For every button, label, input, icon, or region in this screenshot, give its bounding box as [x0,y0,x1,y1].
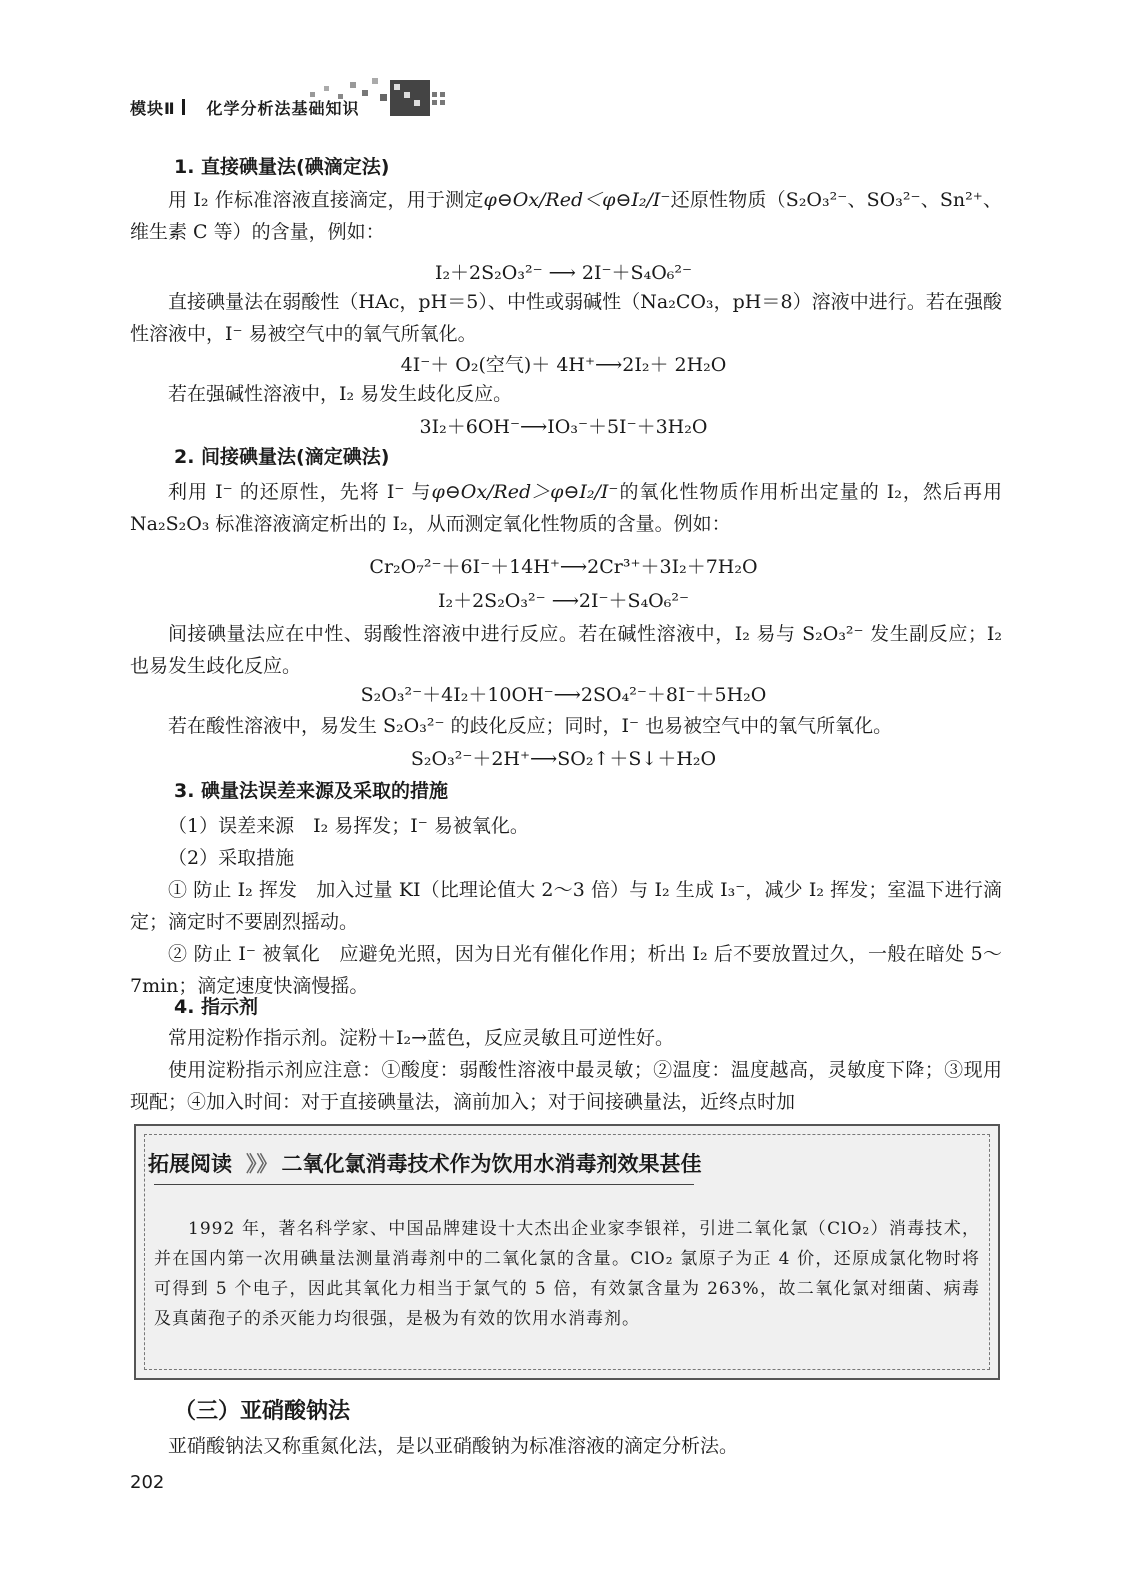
text-measures: （2）采取措施 [168,847,295,869]
heading-indicator: 4. 指示剂 [174,996,259,1018]
box-body [154,1214,980,1334]
paragraph-direct-intro [130,184,1002,248]
text-indirect-conditions: 间接碘量法应在中性、弱酸性溶液中进行反应。若在碱性溶液中，I₂ 易与 S₂O₃²⁻ 发生副反应；I₂ 也易发生歧化反应。 [130,623,1002,677]
header-divider [182,99,185,115]
equation-1: I₂＋2S₂O₃²⁻ ⟶ 2I⁻＋S₄O₆²⁻ [434,262,693,284]
heading-error-sources: 3. 碘量法误差来源及采取的措施 [174,780,449,802]
phi-condition-1: φ⊖Ox/Red＜φ⊖I₂/I⁻ [483,189,671,211]
text-direct-conditions: 直接碘量法在弱酸性（HAc，pH＝5）、中性或弱碱性（Na₂CO₃，pH＝8）溶液中进行。若在强酸性溶液中，I⁻ 易被空气中的氧气所氧化。 [130,291,1002,345]
double-chevron-icon: 》》 [246,1152,278,1176]
page-number: 202 [130,1472,165,1493]
header-pixel-decoration-icon [300,72,450,122]
paragraph-indicator [130,1022,1002,1118]
box-paragraph: 1992 年，著名科学家、中国品牌建设十大杰出企业家李银祥，引进二氧化氯（ClO₂）消毒技术，并在国内第一次用碘量法测量消毒剂中的二氧化氯的含量。ClO₂ 氯原子为正 4 价，还原成氯化物时将可得到 5 个电子，因此其氧化力相当于氯气的 5 倍，有效氯含量为 263%，故二氧化氯对细菌、病毒及真菌孢子的杀灭能力均很强，是极为有效的饮用水消毒剂。 [154,1219,980,1329]
paragraph-indirect-intro [130,476,1002,540]
text-error-source: （1）误差来源 I₂ 易挥发；I⁻ 易被氧化。 [168,815,529,837]
phi-condition-2: φ⊖Ox/Red＞φ⊖I₂/I⁻ [431,481,619,503]
box-heading: 二氧化氯消毒技术作为饮用水消毒剂效果甚佳 [281,1152,702,1176]
text-sodium-nitrite: 亚硝酸钠法又称重氮化法，是以亚硝酸钠为标准溶液的滴定分析法。 [168,1435,739,1457]
paragraph-sodium-nitrite [130,1430,1002,1462]
paragraph-indirect-conditions [130,618,1002,682]
text-direct-b: 还原性物质（S₂O₃²⁻、SO₃²⁻、Sn²⁺、维生素 C 等）的含量，例如： [130,189,1002,243]
extended-reading-box [134,1124,1000,1380]
module-label: 模块Ⅱ [130,98,176,118]
text-indicator: 常用淀粉作指示剂。淀粉＋I₂→蓝色，反应灵敏且可逆性好。 [168,1027,675,1049]
box-tag: 拓展阅读 [148,1152,232,1176]
equation-7: S₂O₃²⁻＋2H⁺⟶SO₂↑＋S↓＋H₂O [410,748,717,770]
text-indirect-b: 的氧化性物质作用析出定量的 I₂，然后再用 Na₂S₂O₃ 标准溶液滴定析出的 I₂，从而测定氧化性物质的含量。例如： [130,481,1002,535]
paragraph-errors [130,810,1002,1002]
paragraph-acidic [130,710,1002,742]
equation-2: 4I⁻＋ O₂(空气)＋ 4H⁺⟶2I₂＋ 2H₂O [400,354,727,376]
heading-direct-iodometry: 1. 直接碘量法(碘滴定法) [174,156,390,178]
text-indirect-a: 利用 I⁻ 的还原性，先将 I⁻ 与 [168,481,432,503]
equation-5: I₂＋2S₂O₃²⁻ ⟶2I⁻＋S₄O₆²⁻ [437,590,690,612]
chapter-title: 化学分析法基础知识 [206,98,360,118]
equation-3: 3I₂＋6OH⁻⟶IO₃⁻＋5I⁻＋3H₂O [419,416,708,438]
text-direct-a: 用 I₂ 作标准溶液直接滴定，用于测定 [168,189,484,211]
box-title [148,1148,702,1178]
equation-6: S₂O₃²⁻＋4I₂＋10OH⁻⟶2SO₄²⁻＋8I⁻＋5H₂O [360,684,767,706]
text-measure-2: ② 防止 I⁻ 被氧化 应避免光照，因为日光有催化作用；析出 I₂ 后不要放置过久，一般在暗处 5～7min；滴定速度快滴慢摇。 [130,943,1002,997]
text-indicator-notes: 使用淀粉指示剂应注意：①酸度：弱酸性溶液中最灵敏；②温度：温度越高，灵敏度下降；③现用现配；④加入时间：对于直接碘量法，滴前加入；对于间接碘量法，近终点时加 [130,1059,1002,1113]
paragraph-alkaline [130,378,1002,410]
text-acidic: 若在酸性溶液中，易发生 S₂O₃²⁻ 的歧化反应；同时，I⁻ 也易被空气中的氧气所氧化。 [168,715,893,737]
text-alkaline: 若在强碱性溶液中，I₂ 易发生歧化反应。 [168,383,513,405]
paragraph-direct-conditions [130,286,1002,350]
heading-sodium-nitrite: （三）亚硝酸钠法 [174,1399,351,1424]
heading-indirect-iodometry: 2. 间接碘量法(滴定碘法) [174,446,390,468]
text-measure-1: ① 防止 I₂ 挥发 加入过量 KI（比理论值大 2～3 倍）与 I₂ 生成 I₃⁻，减少 I₂ 挥发；室温下进行滴定；滴定时不要剧烈摇动。 [130,879,1002,933]
equation-4: Cr₂O₇²⁻＋6I⁻＋14H⁺⟶2Cr³⁺＋3I₂＋7H₂O [369,556,758,578]
box-divider [154,1184,694,1185]
